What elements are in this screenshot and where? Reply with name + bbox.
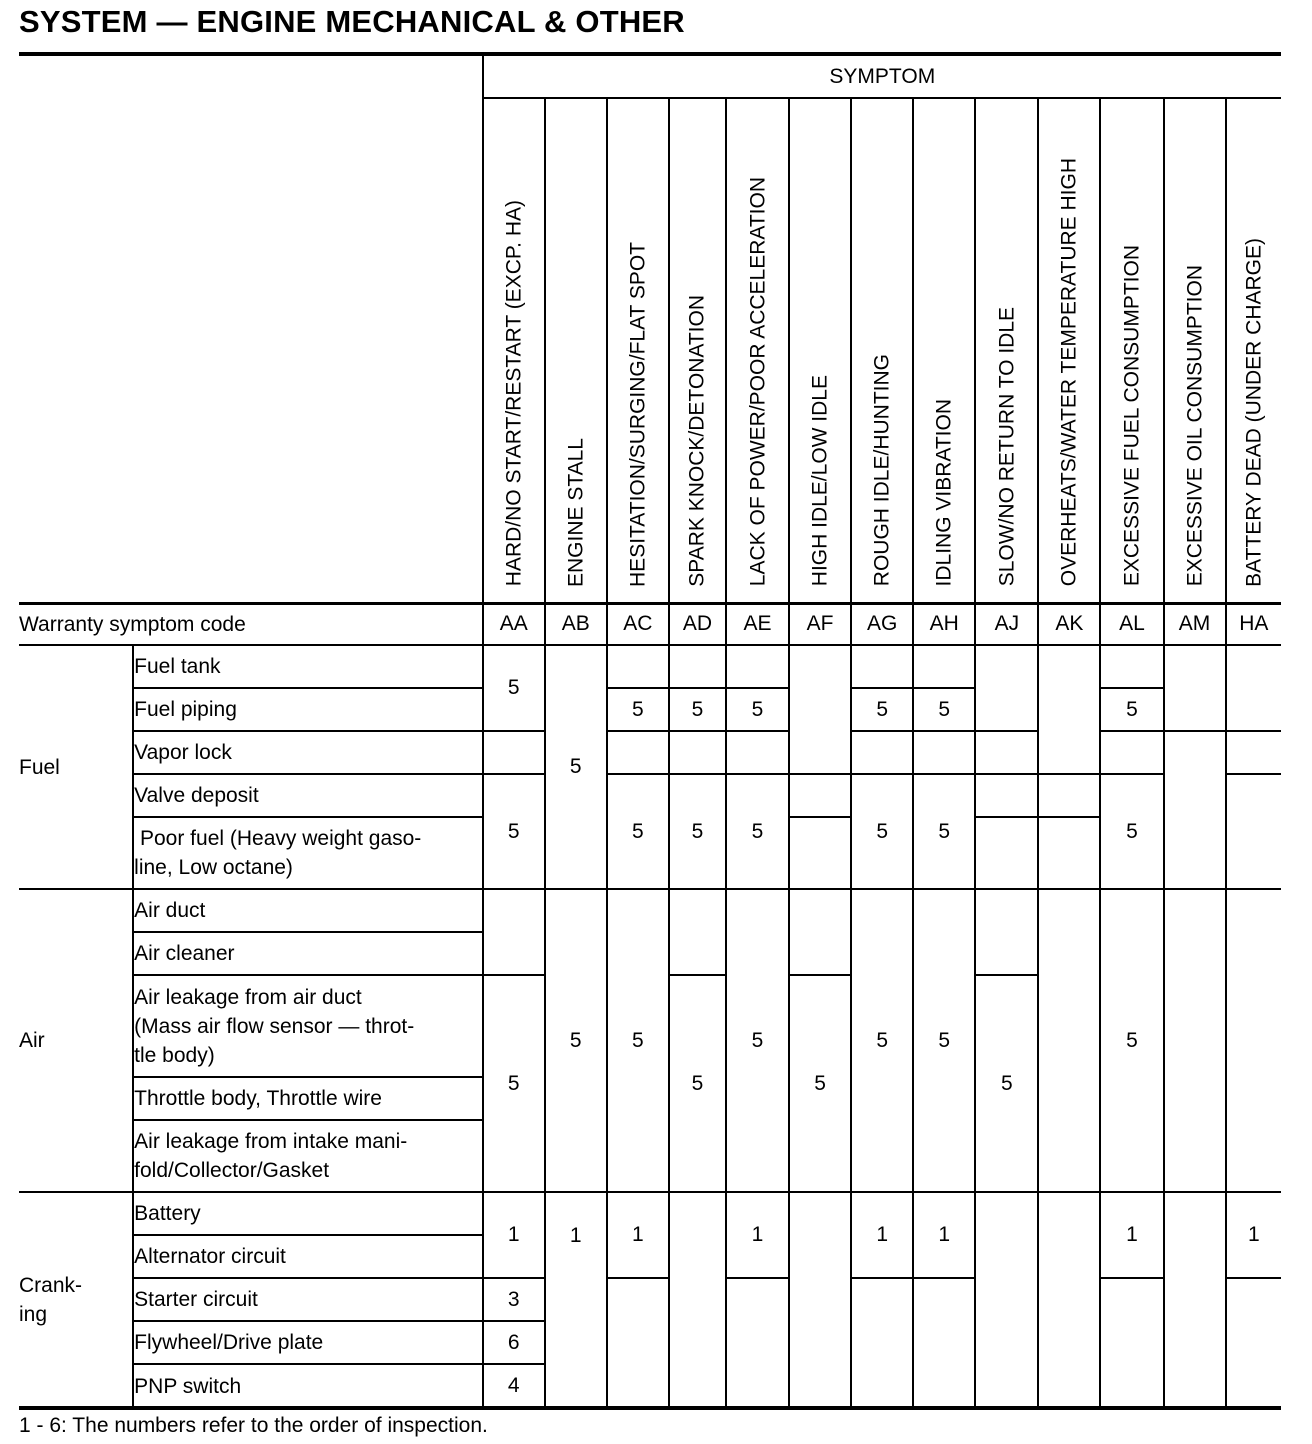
- cell-empty: [669, 889, 726, 975]
- cell-empty: [975, 731, 1038, 774]
- item-starter: Starter circuit: [133, 1278, 483, 1321]
- cell-empty: [851, 645, 913, 688]
- symptom-col-header: [669, 98, 726, 603]
- cell-value: 5: [607, 774, 669, 889]
- item-vapor-lock: Vapor lock: [133, 731, 483, 774]
- cell-empty: [851, 1278, 913, 1407]
- cell-empty: [669, 731, 726, 774]
- item-fuel-piping: Fuel piping: [133, 688, 483, 731]
- symptom-col-header: [545, 98, 607, 603]
- symptom-name: OVERHEATS/WATER TEMPERATURE HIGH: [1057, 158, 1081, 587]
- symptom-name: HARD/NO START/RESTART (EXCP. HA): [502, 200, 526, 587]
- symptom-col-header: [483, 98, 545, 603]
- cell-empty: [975, 817, 1038, 889]
- cell-empty: [607, 1278, 669, 1407]
- cell-value: 5: [851, 889, 913, 1192]
- group-label-fuel: Fuel: [19, 645, 133, 889]
- cell-empty: [975, 889, 1038, 975]
- cell-value: 1: [726, 1192, 789, 1278]
- cell-empty: [726, 645, 789, 688]
- symptom-name: HESITATION/SURGING/FLAT SPOT: [626, 241, 650, 587]
- warranty-code: AH: [913, 603, 975, 645]
- warranty-code: AM: [1164, 603, 1226, 645]
- cell-empty: [1164, 1192, 1226, 1407]
- cell-value: 6: [483, 1321, 545, 1364]
- cell-value: 5: [607, 688, 669, 731]
- footnote: 1 - 6: The numbers refer to the order of inspection.: [19, 1414, 488, 1437]
- cell-empty: [1038, 645, 1100, 774]
- item-alternator: Alternator circuit: [133, 1235, 483, 1278]
- cell-empty: [1164, 731, 1226, 889]
- symptom-header: SYMPTOM: [483, 56, 1281, 98]
- cell-empty: [607, 645, 669, 688]
- symptom-col-header: [1100, 98, 1163, 603]
- symptom-name: ROUGH IDLE/HUNTING: [870, 354, 894, 587]
- cell-value: 3: [483, 1278, 545, 1321]
- cell-empty: [483, 731, 545, 774]
- cell-value: 1: [1100, 1192, 1163, 1278]
- cell-value: 5: [1100, 774, 1163, 889]
- symptom-col-header: [975, 98, 1038, 603]
- symptom-col-header: [851, 98, 913, 603]
- cell-empty: [851, 731, 913, 774]
- cell-empty: [1226, 1278, 1281, 1407]
- cell-empty: [789, 817, 851, 889]
- cell-value: 5: [913, 774, 975, 889]
- cell-empty: [669, 645, 726, 688]
- cell-empty: [1100, 731, 1163, 774]
- cell-value: 5: [483, 774, 545, 889]
- cell-empty: [913, 1278, 975, 1407]
- cell-value: 5: [851, 688, 913, 731]
- cell-empty: [1164, 889, 1226, 1192]
- cell-value: 1: [545, 1192, 607, 1278]
- cell-empty: [669, 1192, 726, 1407]
- item-pnp-switch: PNP switch: [133, 1364, 483, 1407]
- item-valve-deposit: Valve deposit: [133, 774, 483, 817]
- symptom-col-header: [789, 98, 851, 603]
- cell-empty: [1226, 774, 1281, 889]
- symptom-name: HIGH IDLE/LOW IDLE: [808, 375, 832, 587]
- cell-value: 5: [789, 975, 851, 1192]
- cell-empty: [789, 1192, 851, 1407]
- item-fuel-tank: Fuel tank: [133, 645, 483, 688]
- cell-empty: [1226, 731, 1281, 774]
- item-air-cleaner: Air cleaner: [133, 932, 483, 975]
- cell-empty: [913, 645, 975, 688]
- symptom-name: SLOW/NO RETURN TO IDLE: [995, 307, 1019, 587]
- cell-empty: [607, 731, 669, 774]
- cell-value: 5: [607, 889, 669, 1192]
- cell-value: 5: [913, 889, 975, 1192]
- cell-value: 1: [607, 1192, 669, 1278]
- warranty-code: AE: [726, 603, 789, 645]
- cell-empty: [1038, 1192, 1100, 1407]
- warranty-code: AL: [1100, 603, 1163, 645]
- warranty-code: AK: [1038, 603, 1100, 645]
- cell-empty: [975, 645, 1038, 731]
- symptom-col-header: [1038, 98, 1100, 603]
- symptom-name: EXCESSIVE OIL CONSUMPTION: [1183, 265, 1207, 587]
- warranty-code: AG: [851, 603, 913, 645]
- item-battery: Battery: [133, 1192, 483, 1235]
- symptom-col-header: [1226, 98, 1281, 603]
- warranty-code: AJ: [975, 603, 1038, 645]
- symptom-col-header: [726, 98, 789, 603]
- warranty-code: AA: [483, 603, 545, 645]
- cell-value: 5: [545, 645, 607, 889]
- cell-empty: [975, 774, 1038, 817]
- cell-empty: [1100, 1278, 1163, 1407]
- cell-empty: [789, 889, 851, 975]
- cell-value: 5: [851, 774, 913, 889]
- cell-value: 5: [669, 975, 726, 1192]
- cell-empty: [1164, 645, 1226, 731]
- page-title: SYSTEM — ENGINE MECHANICAL & OTHER: [19, 4, 685, 39]
- symptom-col-header: [607, 98, 669, 603]
- cell-empty: [913, 731, 975, 774]
- cell-value: 5: [726, 889, 789, 1192]
- cell-empty: [483, 889, 545, 975]
- cell-empty: [726, 1278, 789, 1407]
- item-flywheel: Flywheel/Drive plate: [133, 1321, 483, 1364]
- cell-value: 1: [1226, 1192, 1281, 1278]
- cell-empty: [789, 645, 851, 774]
- cell-value: 5: [726, 774, 789, 889]
- cell-value: 5: [913, 688, 975, 731]
- cell-value: 5: [669, 774, 726, 889]
- bottom-rule: [19, 1406, 1281, 1410]
- cell-empty: [789, 774, 851, 817]
- cell-empty: [975, 1192, 1038, 1407]
- cell-empty: [726, 731, 789, 774]
- warranty-label: Warranty symptom code: [19, 603, 483, 645]
- symptom-name: LACK OF POWER/POOR ACCELERATION: [746, 177, 769, 587]
- symptom-matrix-table: [19, 56, 1281, 1407]
- cell-value: 5: [545, 889, 607, 1192]
- cell-value: 5: [726, 688, 789, 731]
- header-blank: [19, 56, 483, 603]
- cell-value: 1: [851, 1192, 913, 1278]
- cell-value: 4: [483, 1364, 545, 1407]
- item-air-leak-duct: Air leakage from air duct (Mass air flow sensor — throt- tle body): [133, 975, 483, 1077]
- cell-empty: [1226, 645, 1281, 731]
- warranty-code: AC: [607, 603, 669, 645]
- item-air-leak-manifold: Air leakage from intake mani- fold/Collector/Gasket: [133, 1120, 483, 1192]
- cell-empty: [1038, 774, 1100, 817]
- cell-value: 1: [483, 1192, 545, 1278]
- cell-empty: [1100, 645, 1163, 688]
- symptom-name: ENGINE STALL: [564, 437, 588, 587]
- warranty-code: HA: [1226, 603, 1281, 645]
- symptom-name: BATTERY DEAD (UNDER CHARGE): [1242, 237, 1266, 587]
- cell-value: 5: [975, 975, 1038, 1192]
- warranty-code: AD: [669, 603, 726, 645]
- symptom-name: IDLING VIBRATION: [932, 399, 956, 587]
- group-label-air: Air: [19, 889, 133, 1192]
- item-poor-fuel: Poor fuel (Heavy weight gaso- line, Low octane): [133, 817, 483, 889]
- symptom-col-header: [1164, 98, 1226, 603]
- cell-value: 1: [913, 1192, 975, 1278]
- symptom-name: SPARK KNOCK/DETONATION: [685, 294, 709, 587]
- cell-empty: [1038, 817, 1100, 889]
- cell-empty: [545, 1278, 607, 1407]
- symptom-name: EXCESSIVE FUEL CONSUMPTION: [1120, 245, 1144, 587]
- cell-value: 5: [483, 975, 545, 1192]
- warranty-code: AB: [545, 603, 607, 645]
- cell-value: 5: [483, 645, 545, 731]
- cell-value: 5: [669, 688, 726, 731]
- symptom-col-header: [913, 98, 975, 603]
- cell-empty: [1226, 889, 1281, 1192]
- warranty-code: AF: [789, 603, 851, 645]
- item-air-duct: Air duct: [133, 889, 483, 932]
- cell-value: 5: [1100, 688, 1163, 731]
- cell-empty: [1038, 889, 1100, 1192]
- group-label-cranking: Crank- ing: [19, 1192, 133, 1407]
- item-throttle-body: Throttle body, Throttle wire: [133, 1077, 483, 1120]
- cell-value: 5: [1100, 889, 1163, 1192]
